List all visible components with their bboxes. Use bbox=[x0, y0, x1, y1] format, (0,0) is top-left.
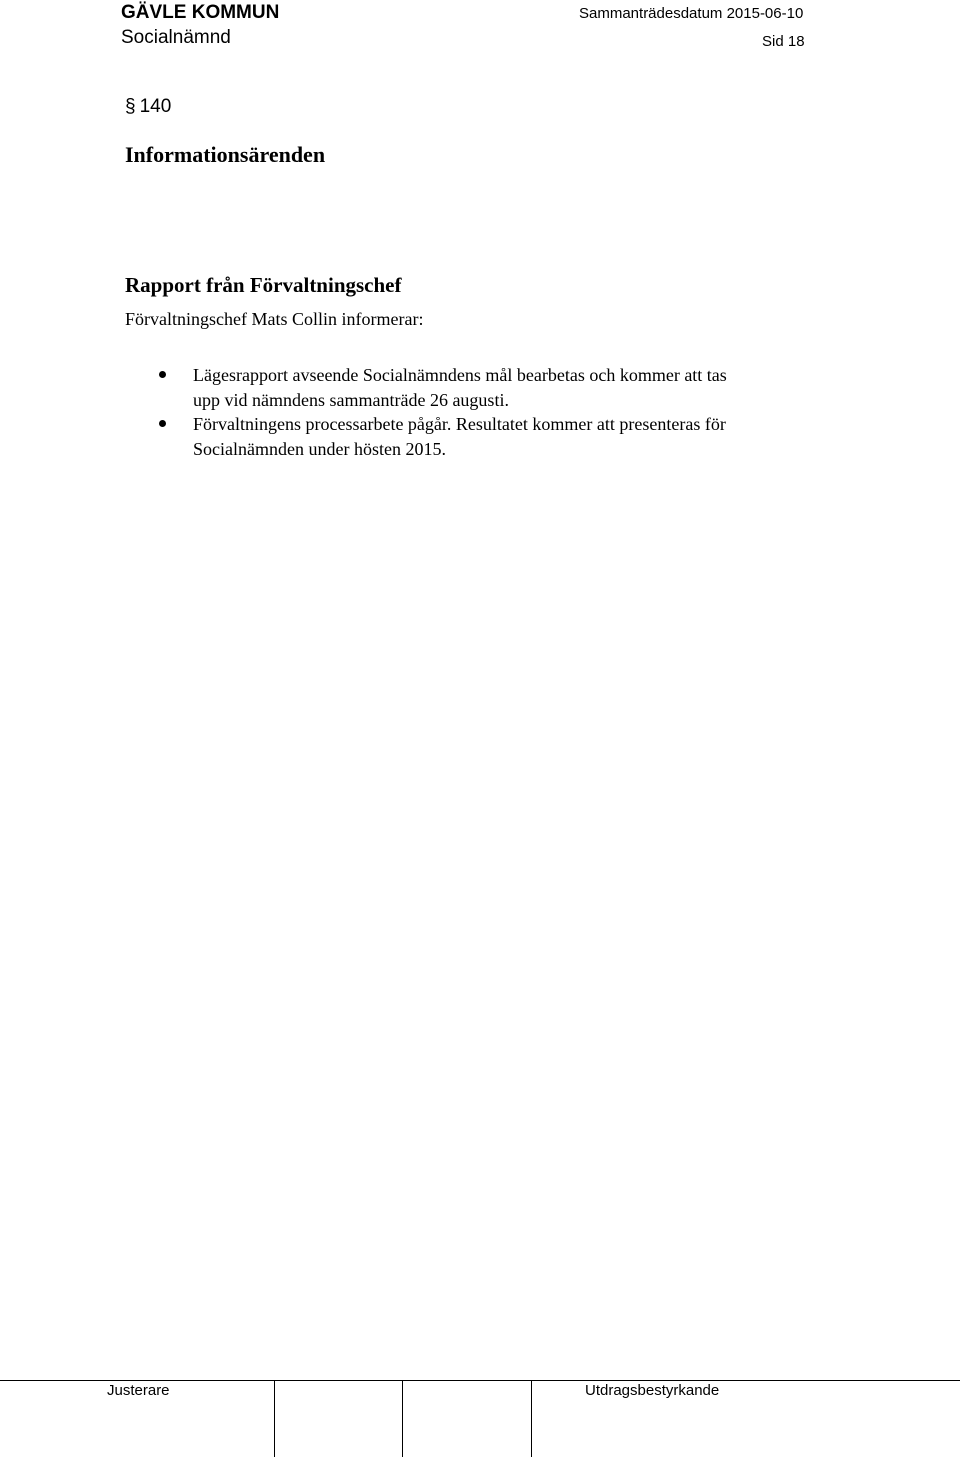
section-number: 140 bbox=[139, 96, 172, 117]
list-item-line: Lägesrapport avseende Socialnämndens mål bearbetas och kommer att tas bbox=[193, 365, 727, 385]
footer-column-divider bbox=[274, 1380, 275, 1457]
header-organization: GÄVLE KOMMUN bbox=[121, 2, 280, 23]
section-sign: § bbox=[125, 96, 136, 117]
bullet-dot-icon bbox=[159, 420, 166, 427]
header-committee: Socialnämnd bbox=[121, 27, 231, 48]
report-heading: Rapport från Förvaltningschef bbox=[125, 273, 402, 297]
page-title: Informationsärenden bbox=[125, 142, 326, 167]
list-item bbox=[125, 412, 825, 461]
report-bullet-list bbox=[125, 363, 825, 461]
bullet-dot-icon bbox=[159, 371, 166, 378]
list-item-line: upp vid nämndens sammanträde 26 augusti. bbox=[193, 389, 509, 410]
section-heading bbox=[125, 95, 171, 119]
footer-utdragsbestyrkande-label: Utdragsbestyrkande bbox=[585, 1382, 720, 1399]
footer-justerare-label: Justerare bbox=[107, 1382, 170, 1399]
report-intro: Förvaltningschef Mats Collin informerar: bbox=[125, 309, 424, 329]
list-item bbox=[125, 363, 825, 412]
footer-column-divider bbox=[402, 1380, 403, 1457]
footer-column-divider bbox=[531, 1380, 532, 1457]
list-item-line: Socialnämnden under hösten 2015. bbox=[193, 438, 446, 459]
header-page-number: Sid 18 bbox=[762, 33, 805, 50]
header-meeting-date: Sammanträdesdatum 2015-06-10 bbox=[579, 5, 804, 22]
footer-divider bbox=[0, 1380, 960, 1381]
list-item-line: Förvaltningens processarbete pågår. Resultatet kommer att presenteras för bbox=[193, 414, 726, 434]
